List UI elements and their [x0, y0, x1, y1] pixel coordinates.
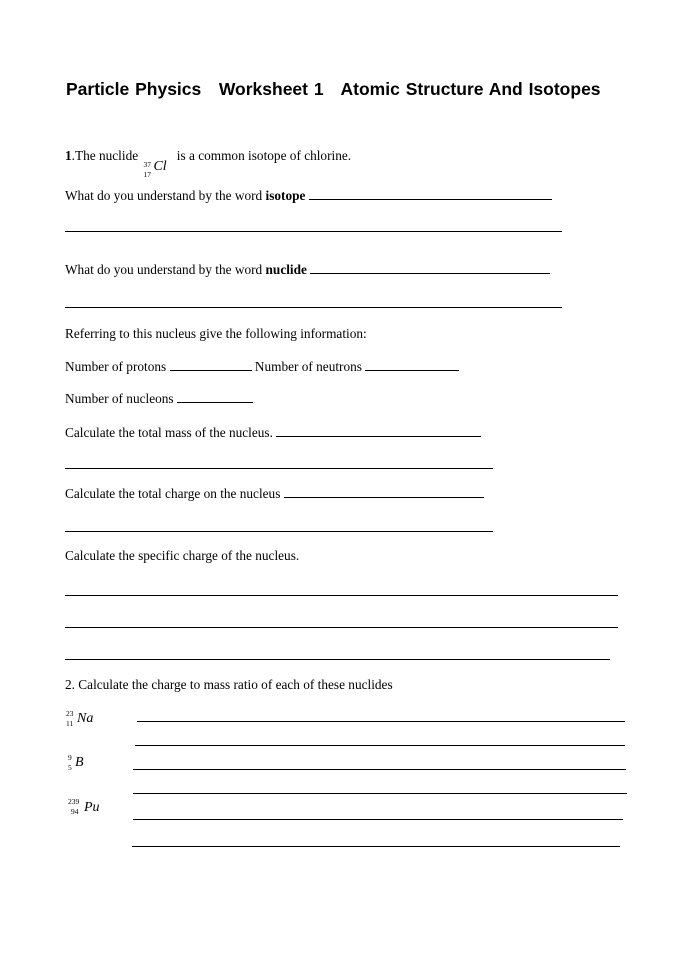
- prompt-text: What do you understand by the word: [65, 188, 263, 203]
- protons-label: Number of protons: [65, 359, 167, 374]
- protons-blank[interactable]: [170, 358, 252, 371]
- answer-blank[interactable]: [284, 485, 484, 498]
- charge-question: [65, 485, 484, 502]
- answer-line[interactable]: [65, 231, 562, 232]
- answer-line[interactable]: [65, 307, 562, 308]
- element-symbol: Cl: [153, 159, 167, 174]
- answer-blank[interactable]: [310, 261, 550, 274]
- answer-line[interactable]: [65, 659, 610, 660]
- intro-text: is a common isotope of chlorine.: [176, 148, 352, 163]
- mass-number: 239: [68, 797, 80, 806]
- element-symbol: Pu: [84, 800, 100, 815]
- page-title: Particle Physics Worksheet 1 Atomic Structure And Isotopes: [66, 79, 601, 99]
- element-symbol: B: [75, 755, 84, 770]
- atomic-number: 17: [143, 170, 151, 179]
- nucleons-label: Number of nucleons: [65, 391, 174, 406]
- specific-charge-question: Calculate the specific charge of the nucleus.: [65, 548, 300, 563]
- intro-text: .The nuclide: [71, 148, 139, 163]
- neutrons-label: Number of neutrons: [254, 359, 362, 374]
- mass-number: 37: [143, 160, 151, 169]
- question-1-intro: [65, 148, 352, 179]
- nucleons-row: [65, 390, 253, 407]
- answer-line[interactable]: [135, 745, 625, 746]
- answer-line[interactable]: [132, 846, 620, 847]
- nuclide-question: [65, 261, 550, 278]
- atomic-number: 94: [71, 807, 79, 816]
- prompt-text: Calculate the total mass of the nucleus.: [65, 425, 273, 440]
- question-number: 1: [65, 148, 72, 163]
- answer-line[interactable]: [65, 627, 618, 628]
- keyword: isotope: [265, 188, 306, 203]
- answer-line[interactable]: [133, 793, 627, 794]
- keyword: nuclide: [265, 262, 307, 277]
- atomic-number: 5: [68, 763, 72, 772]
- protons-neutrons-row: [65, 358, 459, 375]
- answer-line[interactable]: [65, 468, 493, 469]
- element-symbol: Na: [77, 711, 94, 726]
- answer-blank[interactable]: [309, 187, 552, 200]
- answer-line[interactable]: [65, 595, 618, 596]
- neutrons-blank[interactable]: [365, 358, 459, 371]
- answer-line[interactable]: [137, 721, 625, 722]
- question-2-prompt: 2. Calculate the charge to mass ratio of each of these nuclides: [65, 677, 393, 692]
- referring-text: Referring to this nucleus give the following information:: [65, 326, 367, 341]
- prompt-text: Calculate the total charge on the nucleus: [65, 486, 281, 501]
- mass-number: 23: [66, 709, 74, 718]
- atomic-number: 11: [66, 719, 74, 728]
- isotope-question: [65, 187, 552, 204]
- mass-number: 9: [68, 753, 72, 762]
- answer-line[interactable]: [65, 531, 493, 532]
- nucleons-blank[interactable]: [177, 390, 253, 403]
- answer-line[interactable]: [133, 819, 623, 820]
- answer-line[interactable]: [133, 769, 626, 770]
- prompt-text: What do you understand by the word: [65, 262, 263, 277]
- mass-question: [65, 424, 481, 441]
- answer-blank[interactable]: [276, 424, 481, 437]
